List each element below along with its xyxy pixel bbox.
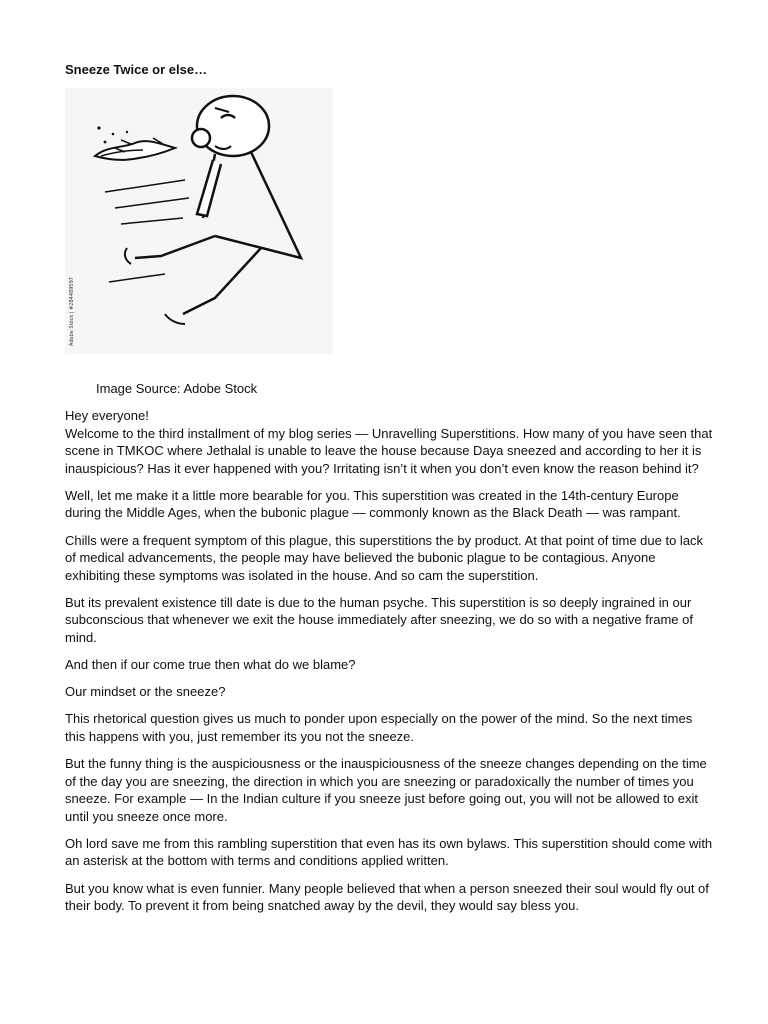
paragraph: Welcome to the third installment of my blog series — Unravelling Superstitions. How many of you have seen that scene in TMKOC where Jethalal is unable to leave the house because Daya sneezed and according to her it is inauspicious? Has it ever happened with you? Irritating isn’t it when you don’t even know the reason behind it? <box>65 425 713 476</box>
paragraph: But you know what is even funnier. Many people believed that when a person sneezed their soul would fly out of their body. To prevent it from being snatched away by the devil, they would say bless you. <box>65 880 709 914</box>
paragraph: And then if our come true then what do we blame? <box>65 657 356 673</box>
document-title: Sneeze Twice or else… <box>65 62 208 77</box>
paragraph: Hey everyone! <box>65 408 149 423</box>
sneezing-figure-icon <box>65 88 333 354</box>
article-body <box>65 407 713 924</box>
paragraph: But its prevalent existence till date is due to the human psyche. This superstition is so deeply ingrained in our subconscious that whenever we exit the house immediately after sneezing, we do so with a negative frame of mind. <box>65 594 693 646</box>
sneeze-illustration <box>65 88 333 354</box>
figure-watermark: Adobe Stock | #284489597 <box>69 277 75 346</box>
paragraph: Well, let me make it a little more bearable for you. This superstition was created in the 14th-century Europe during the Middle Ages, when the bubonic plague — commonly known as the Black Death — was rampant. <box>65 487 681 521</box>
paragraph: Our mindset or the sneeze? <box>65 684 226 700</box>
paragraph: Chills were a frequent symptom of this plague, this superstitions the by product. At that point of time due to lack of medical advancements, the people may have believed the bubonic plague to be contagious. Anyone exhibiting these symptoms was isolated in the house. And so cam the superstition. <box>65 532 704 583</box>
figure-caption: Image Source: Adobe Stock <box>96 381 258 396</box>
paragraph: But the funny thing is the auspiciousness or the inauspiciousness of the sneeze changes depending on the time of the day you are sneezing, the direction in which you are sneezing or paradoxically the number of times you sneeze. For example — In the Indian culture if you sneeze just before going out, you will not be allowed to exit until you sneeze once more. <box>65 756 707 824</box>
paragraph: Oh lord save me from this rambling superstition that even has its own bylaws. This superstition should come with an asterisk at the bottom with terms and conditions applied written. <box>65 835 713 869</box>
paragraph: This rhetorical question gives us much to ponder upon especially on the power of the mind. So the next times this happens with you, just remember its you not the sneeze. <box>65 711 693 744</box>
